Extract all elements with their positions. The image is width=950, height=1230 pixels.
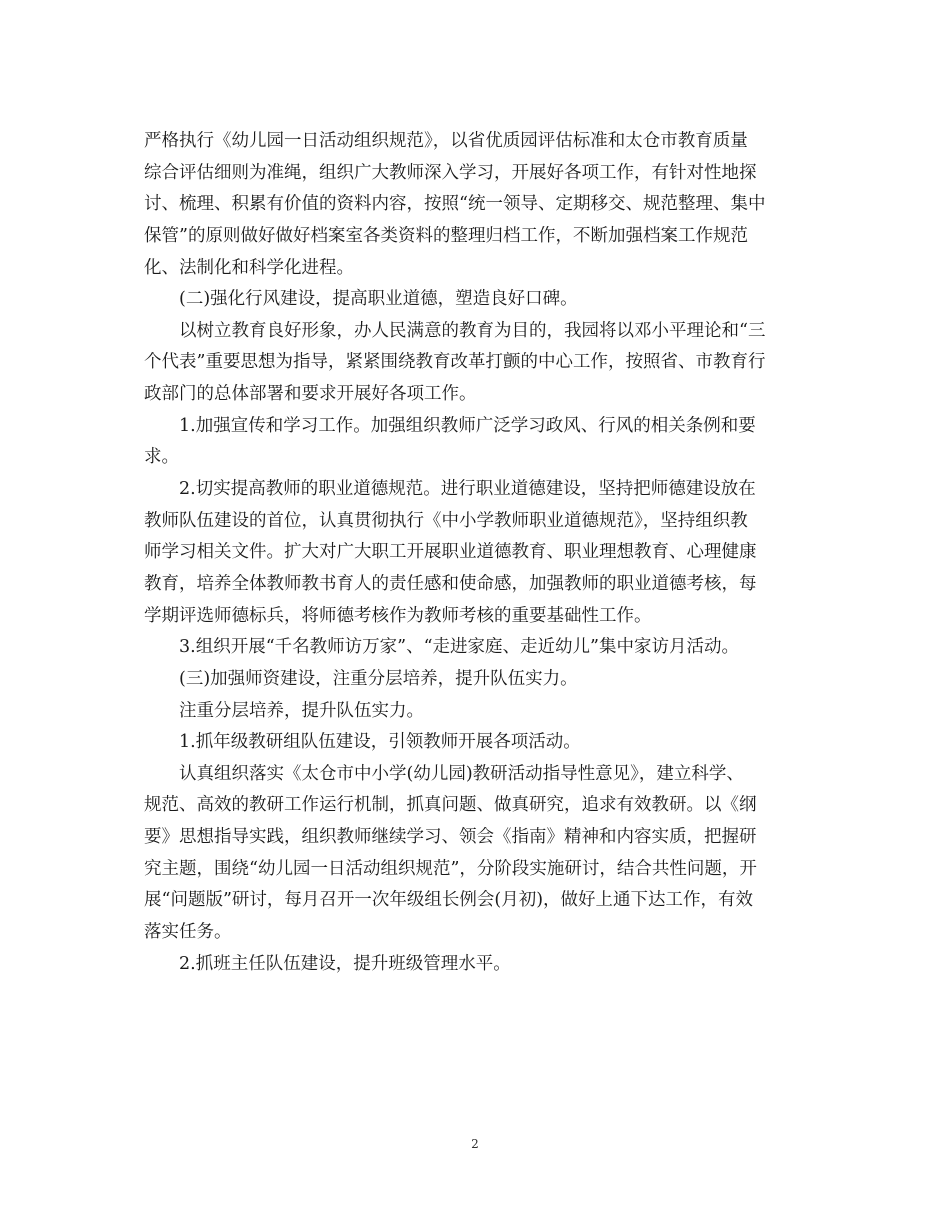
text-line: 落实任务。: [144, 922, 232, 943]
text-line: 教育，培养全体教师教书育人的责任感和使命感，加强教师的职业道德考核，每: [144, 573, 757, 594]
text-line: 严格执行《幼儿园一日活动组织规范》，以省优质园评估标准和太仓市教育质量: [144, 131, 748, 151]
text-line: 师学习相关文件。扩大对广大职工开展职业道德教育、职业理想教育、心理健康: [144, 542, 757, 563]
list-item: 1.加强宣传和学习工作。加强组织教师广泛学习政风、行风的相关条例和要: [179, 415, 756, 436]
text-line: 个代表”重要思想为指导，紧紧围绕教育改革打颤的中心工作，按照省、市教育行: [144, 352, 766, 373]
text-line: 展“问题版”研讨，每月召开一次年级组长例会(月初)，做好上通下达工作，有效: [144, 890, 754, 911]
text-line: 注重分层培养，提升队伍实力。: [179, 700, 424, 721]
page-number: 2: [471, 1137, 479, 1151]
list-item: 3.组织开展“千名教师访万家”、“走进家庭、走近幼儿”集中家访月活动。: [179, 637, 739, 658]
text-line: 以树立教育良好形象，办人民满意的教育为目的，我园将以邓小平理论和“三: [179, 320, 766, 341]
text-line: 保管”的原则做好做好档案室各类资料的整理归档工作，不断加强档案工作规范: [144, 225, 748, 246]
document-body: [144, 126, 812, 980]
text-line: 求。: [144, 447, 179, 468]
text-line: 规范、高效的教研工作运行机制，抓真问题、做真研究，追求有效教研。以《纲: [144, 795, 757, 816]
text-line: 讨、梳理、积累有价值的资料内容，按照“统一领导、定期移交、规范整理、集中: [144, 194, 766, 215]
text-line: 认真组织落实《太仓市中小学(幼儿园)教研活动指导性意见》，建立科学、: [179, 763, 744, 784]
text-line: 学期评选师德标兵，将师德考核作为教师考核的重要基础性工作。: [144, 605, 652, 626]
list-item: 2.切实提高教师的职业道德规范。进行职业道德建设，坚持把师德建设放在: [179, 479, 756, 500]
text-line: 化、法制化和科学化进程。: [144, 257, 354, 278]
section-heading: (三)加强师资建设，注重分层培养，提升队伍实力。: [179, 668, 578, 689]
list-item: 2.抓班主任队伍建设，提升班级管理水平。: [179, 953, 511, 974]
section-heading: (二)强化行风建设，提高职业道德，塑造良好口碑。: [179, 289, 578, 310]
text-line: 政部门的总体部署和要求开展好各项工作。: [144, 384, 477, 405]
text-line: 综合评估细则为准绳，组织广大教师深入学习，开展好各项工作，有针对性地探: [144, 162, 757, 183]
text-line: 要》思想指导实践，组织教师继续学习、领会《指南》精神和内容实质，把握研: [144, 827, 757, 848]
text-line: 究主题，围绕“幼儿园一日活动组织规范”，分阶段实施研讨，结合共性问题，开: [144, 858, 757, 879]
text-line: 教师队伍建设的首位，认真贯彻执行《中小学教师职业道德规范》，坚持组织教: [144, 510, 748, 531]
list-item: 1.抓年级教研组队伍建设，引领教师开展各项活动。: [179, 732, 581, 753]
